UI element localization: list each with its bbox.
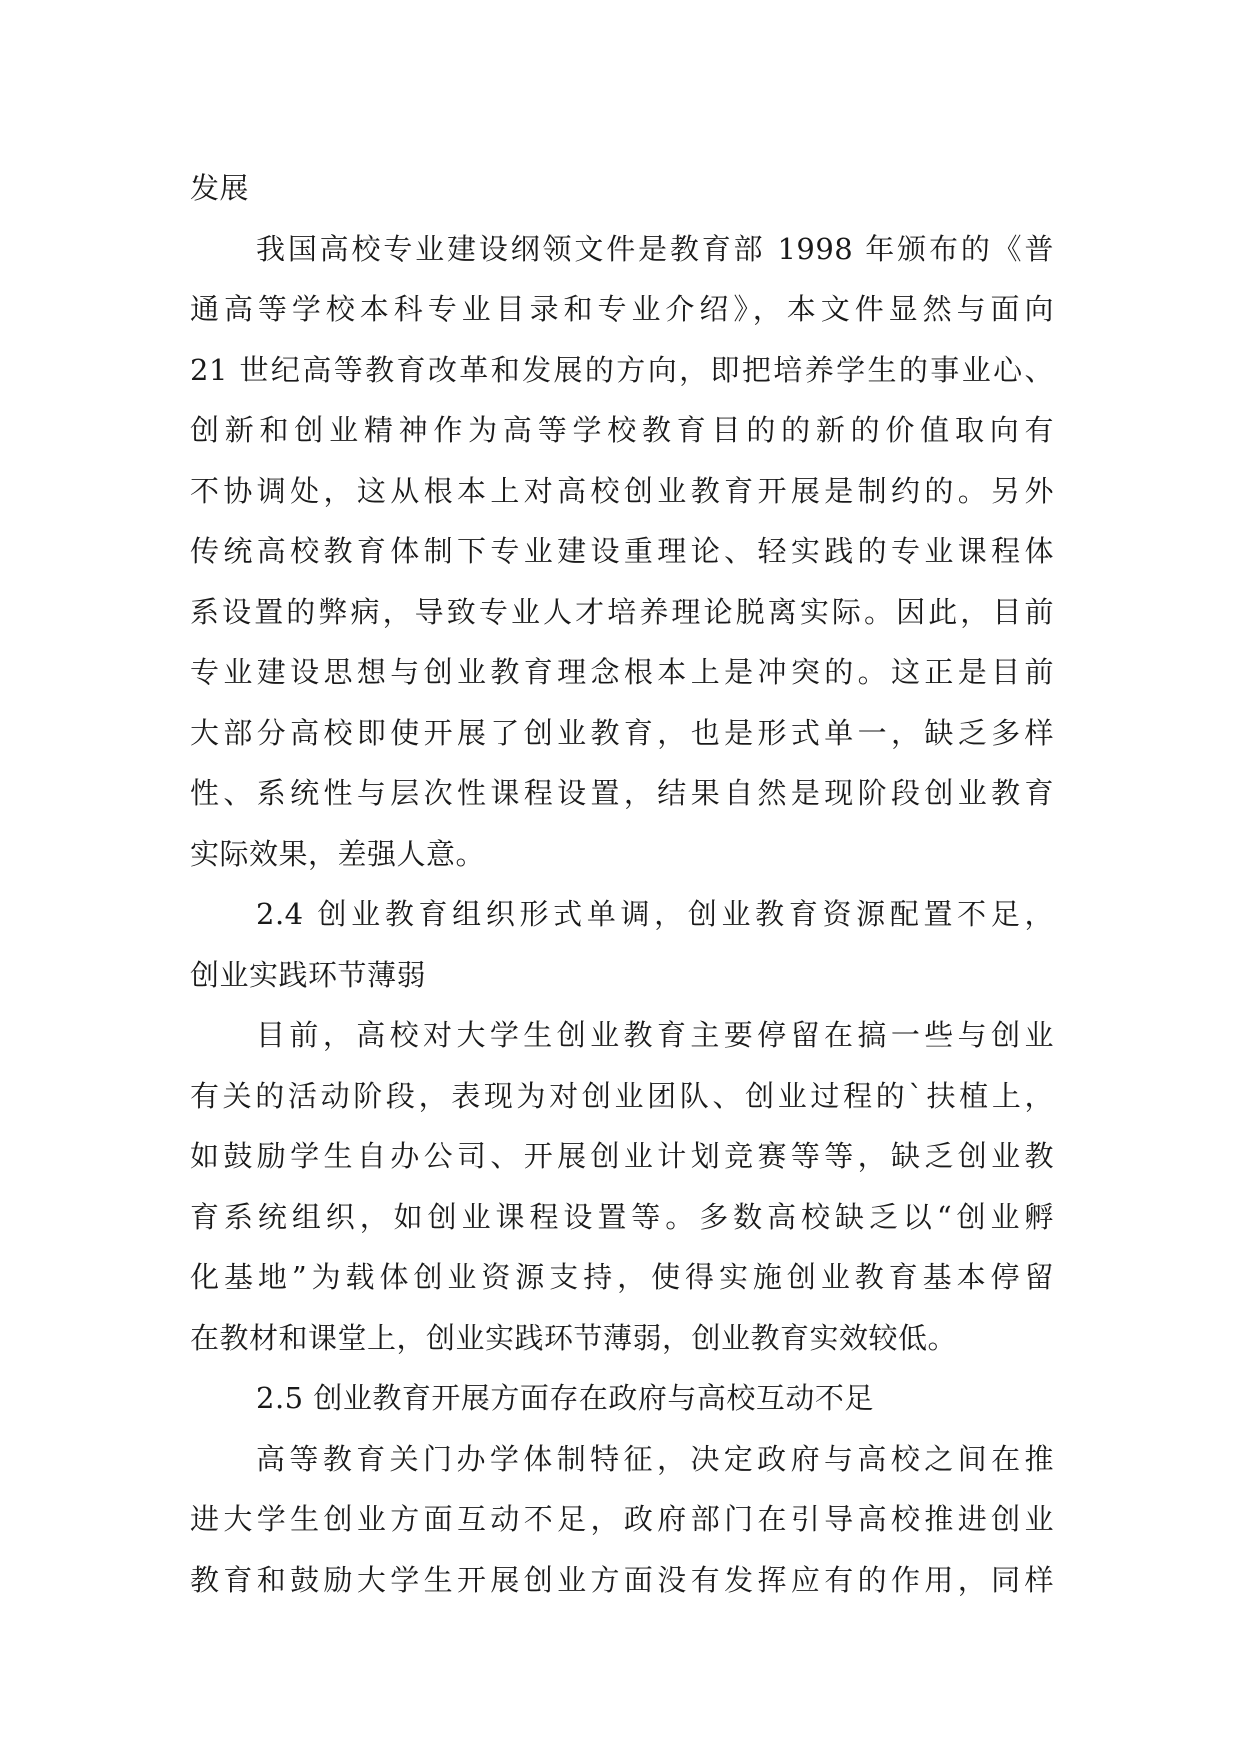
paragraph-continuation	[190, 158, 1054, 219]
text-line: 育系统组织，如创业课程设置等。多数高校缺乏以“创业孵	[190, 1199, 1054, 1234]
text-line: 目前，高校对大学生创业教育主要停留在搞一些与创业	[256, 1018, 1054, 1052]
text-line: 发展	[190, 171, 250, 205]
document-body	[190, 158, 1054, 1610]
section-heading-2-5	[190, 1368, 1054, 1429]
text-line: 在教材和课堂上，创业实践环节薄弱，创业教育实效较低。	[190, 1320, 958, 1355]
text-line: 不协调处，这从根本上对高校创业教育开展是制约的。另外	[190, 473, 1054, 508]
paragraph-organization-forms	[190, 1005, 1054, 1368]
text-line: 通高等学校本科专业目录和专业介绍》，本文件显然与面向	[190, 292, 1054, 326]
heading-line: 2.4 创业教育组织形式单调，创业教育资源配置不足，	[256, 897, 1054, 931]
text-line: 化基地”为载体创业资源支持，使得实施创业教育基本停留	[190, 1260, 1054, 1294]
text-line: 教育和鼓励大学生开展创业方面没有发挥应有的作用，同样	[190, 1562, 1054, 1597]
text-line: 性、系统性与层次性课程设置，结果自然是现阶段创业教育	[190, 776, 1054, 810]
text-line: 如鼓励学生自办公司、开展创业计划竞赛等等，缺乏创业教	[190, 1139, 1054, 1173]
paragraph-government-interaction	[190, 1429, 1054, 1611]
text-line: 系设置的弊病，导致专业人才培养理论脱离实际。因此，目前	[190, 594, 1054, 629]
heading-line: 2.5 创业教育开展方面存在政府与高校互动不足	[256, 1381, 874, 1415]
text-line: 传统高校教育体制下专业建设重理论、轻实践的专业课程体	[190, 534, 1054, 568]
text-line: 我国高校专业建设纲领文件是教育部 1998 年颁布的《普	[256, 231, 1054, 266]
text-line: 21 世纪高等教育改革和发展的方向，即把培养学生的事业心、	[190, 352, 1054, 387]
text-line: 创新和创业精神作为高等学校教育目的的新的价值取向有	[190, 413, 1054, 447]
paragraph-curriculum-conflict	[190, 219, 1054, 885]
section-heading-2-4	[190, 884, 1054, 1005]
text-line: 大部分高校即使开展了创业教育，也是形式单一，缺乏多样	[190, 715, 1054, 750]
text-line: 实际效果，差强人意。	[190, 836, 486, 871]
text-line: 高等教育关门办学体制特征，决定政府与高校之间在推	[256, 1441, 1054, 1476]
text-line: 进大学生创业方面互动不足，政府部门在引导高校推进创业	[190, 1502, 1054, 1536]
text-line: 有关的活动阶段，表现为对创业团队、创业过程的`扶植上，	[190, 1078, 1054, 1113]
heading-line: 创业实践环节薄弱	[190, 957, 427, 992]
text-line: 专业建设思想与创业教育理念根本上是冲突的。这正是目前	[190, 655, 1054, 689]
